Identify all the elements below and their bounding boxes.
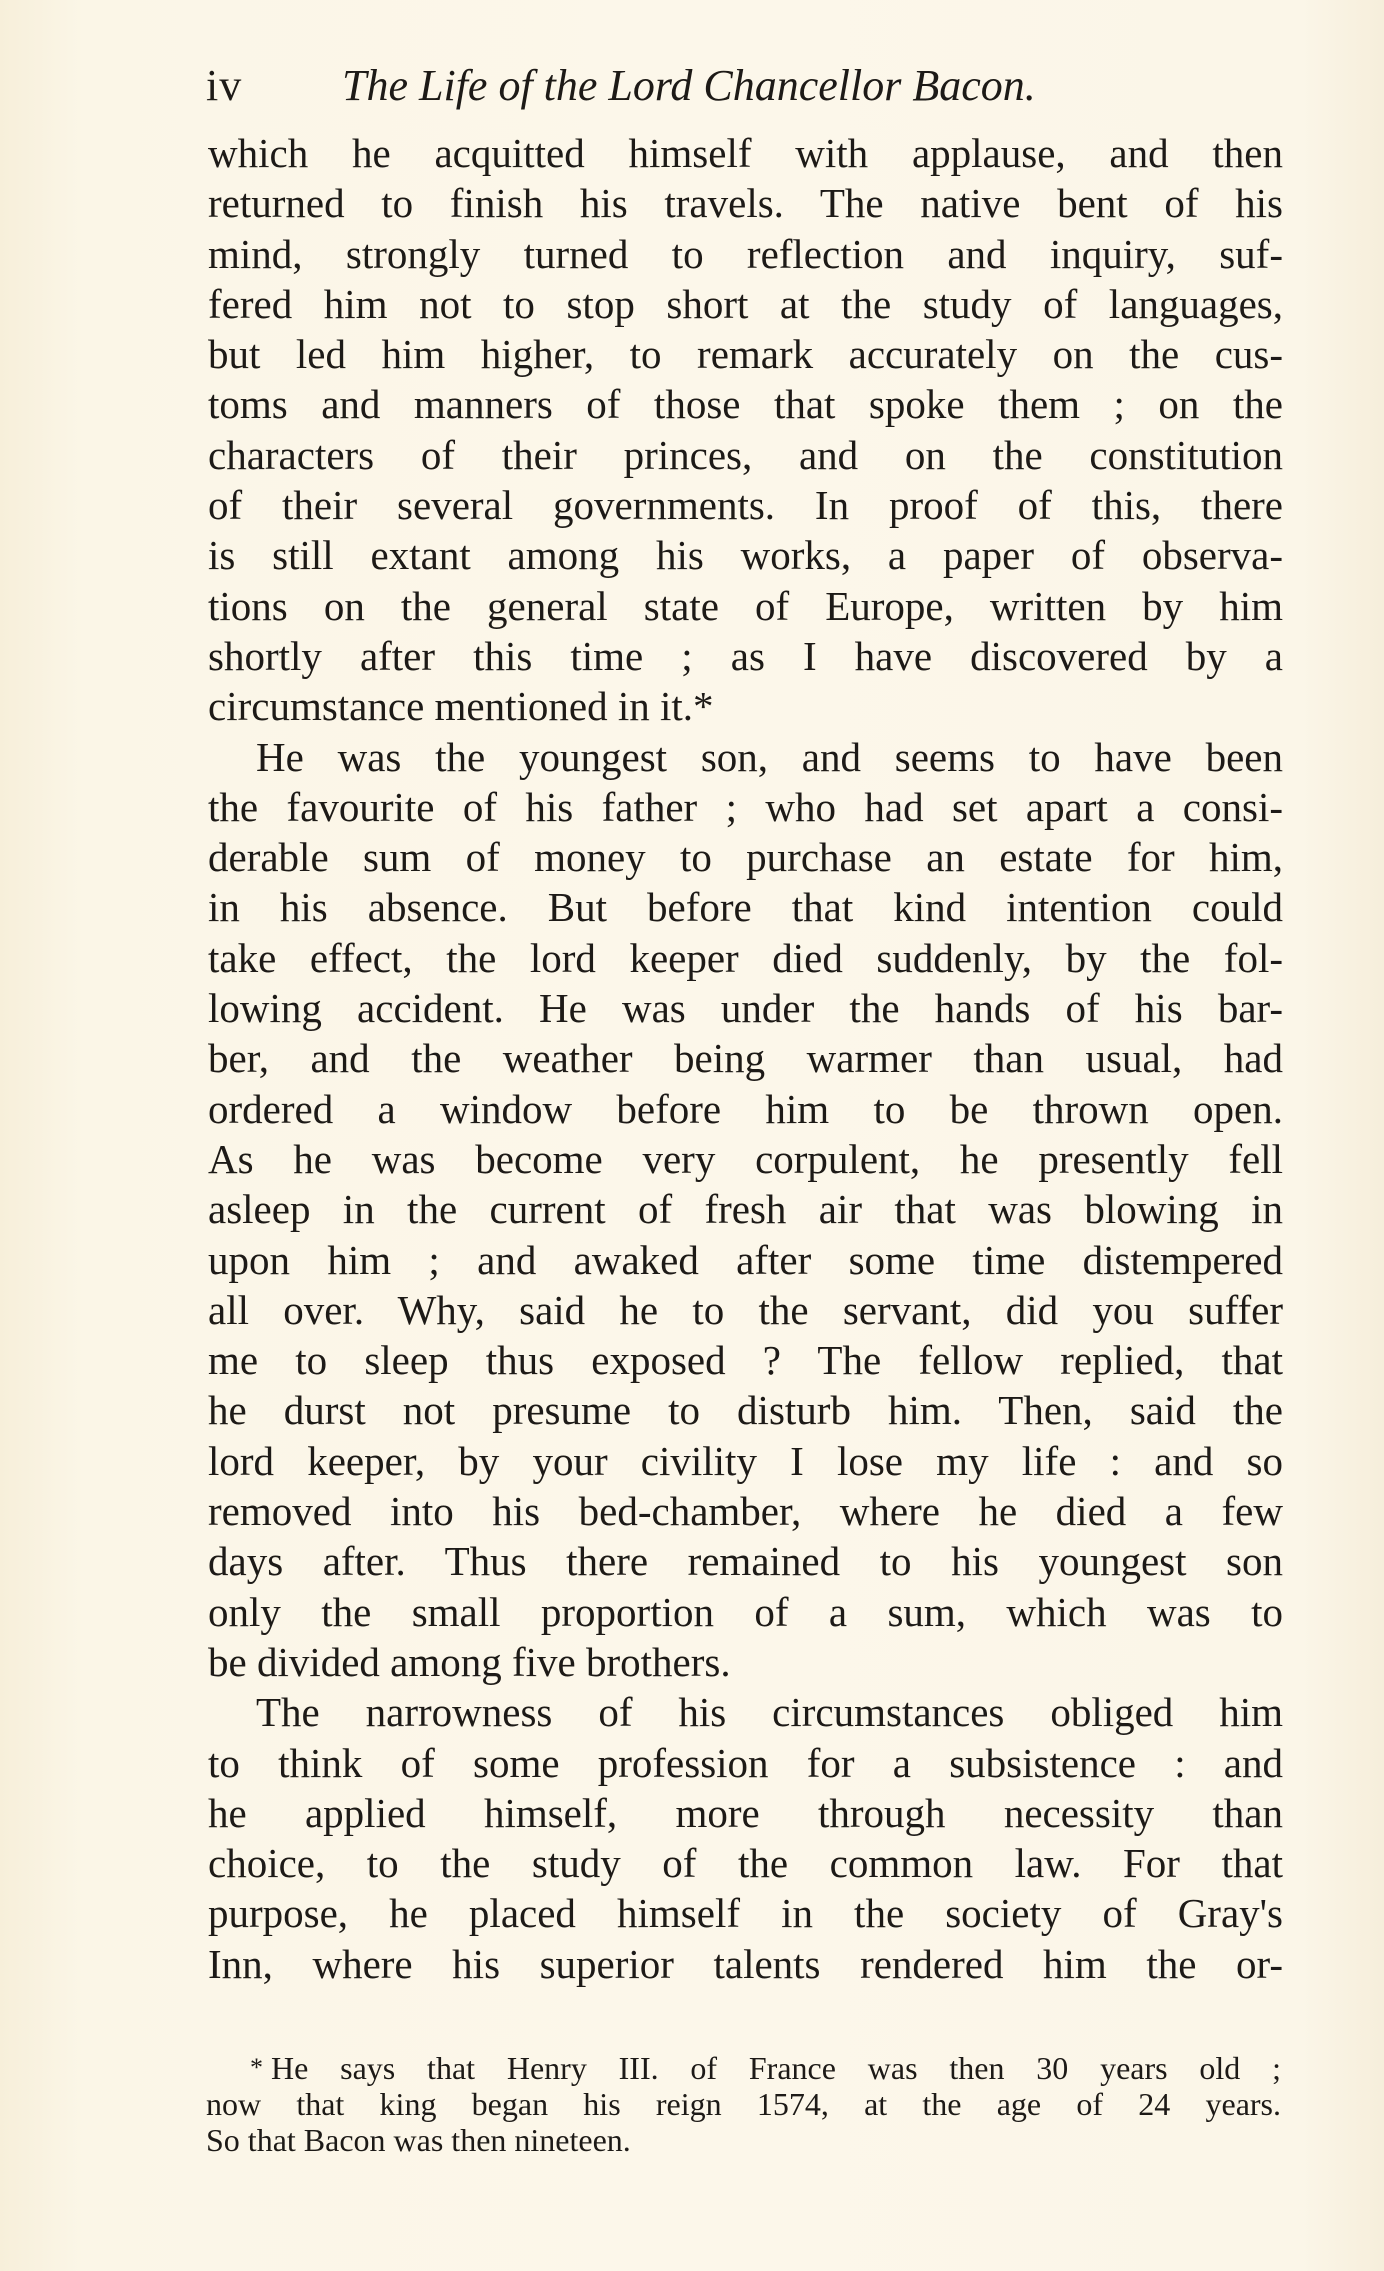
text-line: characters of their princes, and on the constitution (208, 431, 1283, 478)
paragraph-start-line: The narrowness of his circumstances obliged him (256, 1689, 1283, 1736)
footnote-mark: * (250, 2053, 263, 2082)
paragraph-start-line: He was the youngest son, and seems to have been (256, 733, 1283, 780)
text-line: lowing accident. He was under the hands of his bar- (208, 985, 1283, 1032)
footnote-line (206, 2050, 1281, 2086)
text-line: but led him higher, to remark accurately on the cus- (208, 331, 1283, 378)
running-title: The Life of the Lord Chancellor Bacon. (342, 61, 1036, 110)
footnote-line: now that king began his reign 1574, at the age of 24 years. (206, 2086, 1281, 2122)
text-line: to think of some profession for a subsistence : and (208, 1739, 1283, 1786)
body-text (208, 128, 1283, 1989)
text-line: the favourite of his father ; who had set apart a consi- (208, 783, 1283, 830)
text-line: only the small proportion of a sum, which was to (208, 1588, 1283, 1635)
text-line: ber, and the weather being warmer than usual, had (208, 1035, 1283, 1082)
text-line: take effect, the lord keeper died suddenly, by the fol- (208, 934, 1283, 981)
text-line: tions on the general state of Europe, written by him (208, 582, 1283, 629)
text-line: is still extant among his works, a paper of observa- (208, 532, 1283, 579)
text-line: which he acquitted himself with applause, and then (208, 130, 1283, 176)
footnote-text: He says that Henry III. of France was then 30 years old ; (271, 2050, 1281, 2086)
page-number: iv (206, 61, 243, 110)
text-line: removed into his bed-chamber, where he died a few (208, 1488, 1283, 1535)
text-line: of their several governments. In proof of this, there (208, 482, 1283, 529)
text-line: mind, strongly turned to reflection and inquiry, suf- (208, 230, 1283, 277)
text-line: Inn, where his superior talents rendered him the or- (208, 1940, 1283, 1987)
text-line: choice, to the study of the common law. For that (208, 1840, 1283, 1887)
text-line: be divided among five brothers. (208, 1638, 731, 1685)
text-line: circumstance mentioned in it.* (208, 683, 714, 730)
text-line: asleep in the current of fresh air that was blowing in (208, 1186, 1283, 1233)
text-line: ordered a window before him to be thrown open. (208, 1085, 1283, 1132)
page-header (206, 58, 1206, 118)
text-line: derable sum of money to purchase an estate for him, (208, 834, 1283, 881)
text-line: he durst not presume to disturb him. Then, said the (208, 1387, 1283, 1434)
footnote-line: So that Bacon was then nineteen. (206, 2122, 631, 2158)
text-line: in his absence. But before that kind intention could (208, 884, 1283, 931)
text-line: purpose, he placed himself in the society of Gray's (208, 1890, 1283, 1937)
text-line: shortly after this time ; as I have discovered by a (208, 632, 1283, 679)
text-line: lord keeper, by your civility I lose my life : and so (208, 1437, 1283, 1484)
text-line: returned to finish his travels. The native bent of his (208, 180, 1283, 227)
text-line: upon him ; and awaked after some time distempered (208, 1236, 1283, 1283)
text-line: As he was become very corpulent, he presently fell (208, 1135, 1283, 1182)
text-line: days after. Thus there remained to his youngest son (208, 1538, 1283, 1585)
text-line: fered him not to stop short at the study of languages, (208, 280, 1283, 327)
text-line: all over. Why, said he to the servant, did you suffer (208, 1286, 1283, 1333)
footnote (206, 2050, 1281, 2158)
text-line: toms and manners of those that spoke them ; on the (208, 381, 1283, 428)
text-line: me to sleep thus exposed ? The fellow replied, that (208, 1337, 1283, 1384)
text-line: he applied himself, more through necessity than (208, 1789, 1283, 1836)
